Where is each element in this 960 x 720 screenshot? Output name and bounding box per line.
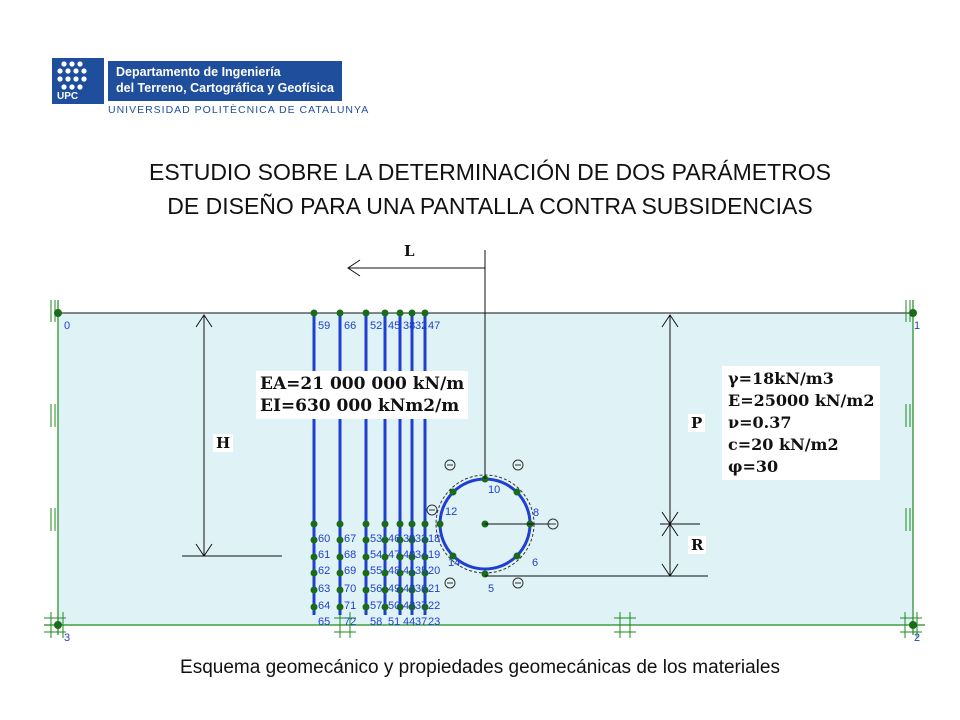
wall-row-label: 67 [344,533,357,545]
department-line-1: Departamento de Ingeniería [116,65,281,79]
dimension-label-R: R [688,536,706,554]
wall-row-label: 47 [388,549,401,561]
figure-caption: Esquema geomecánico y propiedades geomecánicas de los materiales [180,657,780,678]
wall-row-label: 49 [388,583,401,595]
wall-row-label: 36 [415,583,428,595]
tunnel-label-lower-right: 6 [532,557,539,569]
title-line-2: DE DISEÑO PARA UNA PANTALLA CONTRA SUBSIDENCIAS [167,193,813,219]
wall-row-label: 53 [370,533,383,545]
soil-young-modulus: E=25000 kN/m2 [728,391,875,410]
wall-row-label: 46 [388,533,401,545]
wall-row-label: 20 [428,565,441,577]
wall-row-label: 42 [403,583,416,595]
wall-row-label: 54 [370,549,383,561]
wall-row-label: 69 [344,565,357,577]
wall-row-label: 57 [370,600,383,612]
title-line-1: ESTUDIO SOBRE LA DETERMINACIÓN DE DOS PARÁMETROS [148,159,831,185]
corner-label-1: 1 [914,320,921,332]
dimension-label-L: L [401,242,418,260]
wall-row-label: 37 [415,600,428,612]
wall-row-label: 50 [388,600,401,612]
wall-row-label: 21 [428,583,441,595]
wall-top-label: 66 [344,320,357,332]
wall-row-label: 22 [428,600,441,612]
wall-bottom-label: 23 [428,616,441,628]
wall-row-label: 39 [403,533,416,545]
dimension-label-P: P [688,414,705,432]
wall-bottom-label: 51 [388,616,401,628]
wall-row-label: 34 [415,549,428,561]
corner-label-2: 2 [914,632,921,644]
soil-cohesion: c=20 kN/m2 [728,435,839,454]
dimension-label-H: H [213,434,233,452]
wall-row-label: 61 [318,549,331,561]
wall-row-label: 18 [428,533,441,545]
wall-top-label: 59 [318,320,331,332]
wall-row-label: 19 [428,549,441,561]
wall-row-label: 68 [344,549,357,561]
tunnel-label-bottom: 5 [488,583,495,595]
wall-row-label: 56 [370,583,383,595]
wall-bottom-label: 44 [403,616,416,628]
wall-row-label: 71 [344,600,357,612]
soil-friction-angle: φ=30 [728,457,779,476]
tunnel-label-left: 12 [445,506,458,518]
wall-top-label: 45 [388,320,401,332]
corner-label-3: 3 [64,632,71,644]
wall-row-label: 64 [318,600,331,612]
wall-row-label: 55 [370,565,383,577]
wall-axial-stiffness: EA=21 000 000 kN/m [260,374,465,394]
wall-bottom-label: 72 [344,616,357,628]
wall-top-label: 52 [370,320,383,332]
wall-row-label: 43 [403,600,416,612]
soil-properties [722,366,880,480]
wall-row-label: 35 [415,565,428,577]
wall-row-label: 70 [344,583,357,595]
wall-row-label: 40 [403,549,416,561]
wall-bending-stiffness: EI=630 000 kNm2/m [260,396,460,416]
tunnel-label-top: 10 [488,484,501,496]
department-line-2: del Terreno, Cartográfica y Geofísica [116,81,334,95]
upc-logo-text: UPC [57,91,79,102]
wall-row-label: 41 [403,565,416,577]
tunnel-label-right: 8 [533,507,540,519]
wall-bottom-label: 37 [415,616,428,628]
wall-row-label: 48 [388,565,401,577]
wall-top-label: 32 [415,320,428,332]
wall-properties [256,371,468,419]
soil-unit-weight: γ=18kN/m3 [728,369,834,388]
corner-label-0: 0 [64,320,71,332]
wall-row-label: 63 [318,583,331,595]
soil-poisson-ratio: ν=0.37 [728,413,792,432]
university-name: UNIVERSIDAD POLITÈCNICA DE CATALUNYA [108,104,370,116]
tunnel-label-lower-left: 14 [448,557,461,569]
wall-bottom-label: 65 [318,616,331,628]
wall-bottom-label: 58 [370,616,383,628]
wall-row-label: 62 [318,565,331,577]
wall-top-label: 47 [428,320,441,332]
wall-row-label: 33 [415,533,428,545]
wall-top-label: 38 [403,320,416,332]
wall-row-label: 60 [318,533,331,545]
